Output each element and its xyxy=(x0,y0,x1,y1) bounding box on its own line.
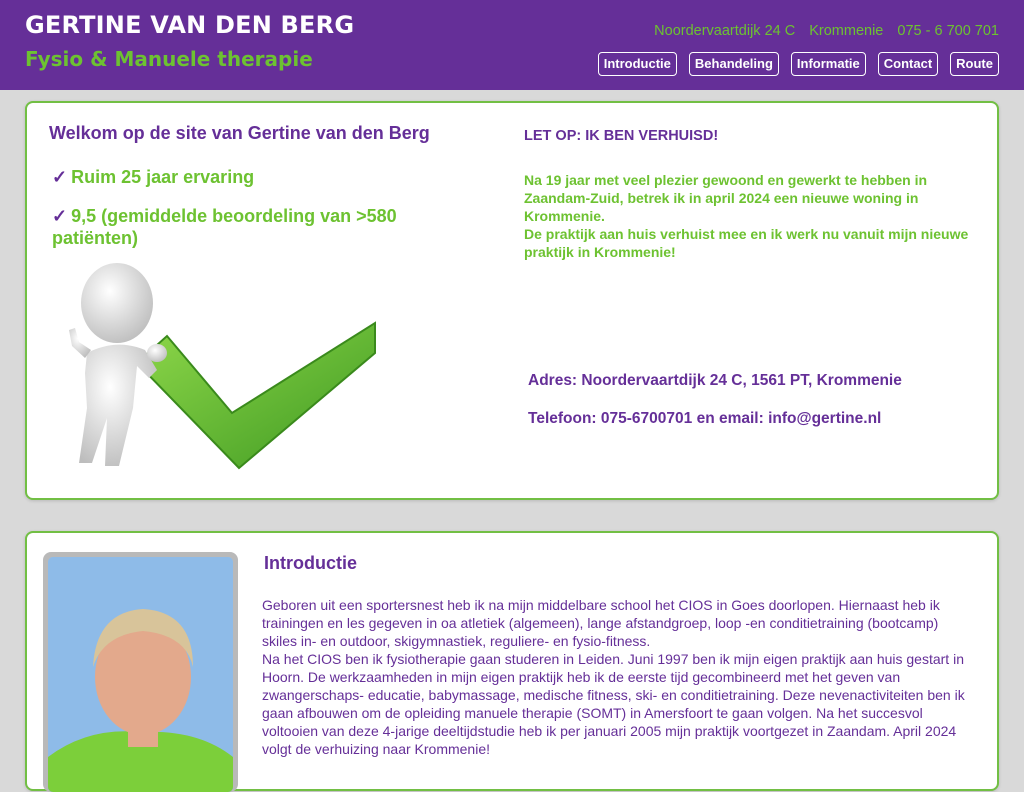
notice-line: Na 19 jaar met veel plezier gewoond en gewerkt te hebben in Zaandam-Zuid, betrek ik in april 2024 een nieuwe woning in Krommenie. xyxy=(524,172,928,224)
welcome-point xyxy=(52,166,462,188)
nav-contact[interactable]: Contact xyxy=(878,52,938,76)
portrait-frame xyxy=(43,552,238,792)
welcome-point-text: 9,5 (gemiddelde beoordeling van >580 patiënten) xyxy=(52,206,397,248)
nav-informatie[interactable]: Informatie xyxy=(791,52,866,76)
intro-panel xyxy=(25,531,999,791)
intro-paragraph: Geboren uit een sportersnest heb ik na mijn middelbare school het CIOS in Goes doorlopen. Hiernaast heb ik trainingen en les gegeven in oa atletiek (algemeen), lange afstandgroep, loop -en conditietraining (bootcamp) skiles in- en outdoor, skigymnastiek, reguliere- en fysio-fitness. xyxy=(262,597,940,649)
welcome-panel xyxy=(25,101,999,500)
checkmark-icon: ✓ xyxy=(52,206,68,226)
header-address: Noordervaartdijk 24 C xyxy=(654,23,796,39)
header-phone[interactable]: 075 - 6 700 701 xyxy=(897,23,999,39)
site-title[interactable]: GERTINE VAN DEN BERG xyxy=(25,11,355,39)
intro-text xyxy=(262,596,968,758)
address-line: Adres: Noordervaartdijk 24 C, 1561 PT, Krommenie xyxy=(528,372,902,389)
notice-title: LET OP: IK BEN VERHUISD! xyxy=(524,128,719,144)
notice-body xyxy=(524,171,974,261)
phone-email-line: Telefoon: 075-6700701 en email: info@gertine.nl xyxy=(528,410,882,427)
welcome-point-text: Ruim 25 jaar ervaring xyxy=(71,167,255,187)
checkmark-icon: ✓ xyxy=(52,167,68,187)
nav-introductie[interactable]: Introductie xyxy=(598,52,677,76)
intro-title: Introductie xyxy=(264,553,357,573)
welcome-title: Welkom op de site van Gertine van den Berg xyxy=(49,123,430,143)
main-nav xyxy=(598,52,999,76)
nav-behandeling[interactable]: Behandeling xyxy=(689,52,779,76)
site-header xyxy=(0,0,1024,90)
site-subtitle: Fysio & Manuele therapie xyxy=(25,47,313,71)
mascot-checkmark-illustration xyxy=(57,258,387,478)
nav-route[interactable]: Route xyxy=(950,52,999,76)
header-city: Krommenie xyxy=(809,23,884,39)
portrait-photo xyxy=(48,557,233,792)
welcome-point xyxy=(52,205,462,249)
intro-paragraph: Na het CIOS ben ik fysiotherapie gaan studeren in Leiden. Juni 1997 ben ik mijn eigen praktijk aan huis gestart in Hoorn. De werkzaamheden in mijn eigen praktijk heb ik de eerste tijd gecombineerd met het geven van zwangerschaps- educatie, babymassage, medische fitness, ski- en conditietraining. Deze nevenactiviteiten ben ik gaan afbouwen om de opleiding manuele therapie (SOMT) in Amersfoort te gaan volgen. Na het succesvol voltooien van deze 4-jarige deeltijdstudie heb ik per januari 2005 mijn praktijk voortgezet in Zaandam. April 2024 volgt de verhuizing naar Krommenie! xyxy=(262,651,965,757)
header-contact xyxy=(644,23,999,39)
notice-line: De praktijk aan huis verhuist mee en ik werk nu vanuit mijn nieuwe praktijk in Krommenie! xyxy=(524,226,969,260)
